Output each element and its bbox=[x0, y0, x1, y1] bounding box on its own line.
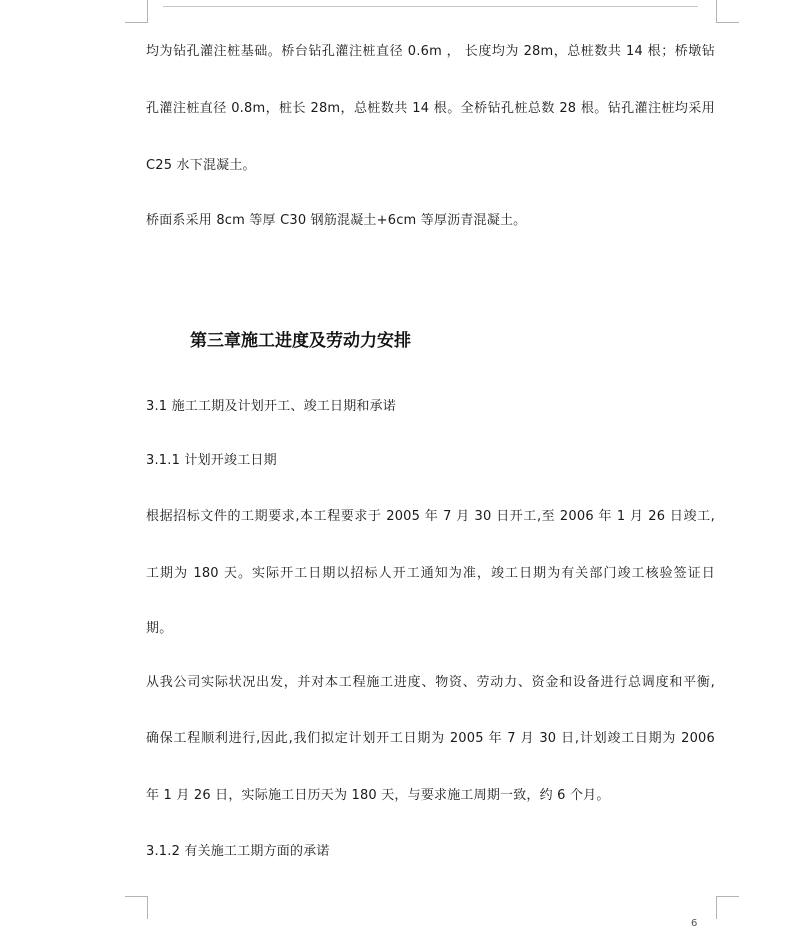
page-number: 6 bbox=[691, 918, 698, 929]
page-corner-mark-bottom-right bbox=[716, 896, 739, 919]
page-corner-mark-top-right bbox=[716, 0, 739, 23]
subsection-heading: 3.1.2 有关施工工期方面的承诺 bbox=[146, 844, 330, 859]
chapter-title: 第三章施工进度及劳动力安排 bbox=[190, 331, 411, 351]
section-heading: 3.1 施工工期及计划开工、竣工日期和承诺 bbox=[146, 399, 397, 414]
paragraph-line: 均为钻孔灌注桩基础。桥台钻孔灌注桩直径 0.6m ， 长度均为 28m，总桩数共 14 根；桥墩钻 bbox=[146, 44, 715, 59]
paragraph-line: 确保工程顺利进行,因此,我们拟定计划开工日期为 2005 年 7 月 30 日,计划竣工日期为 2006 bbox=[146, 731, 715, 746]
paragraph-line: 从我公司实际状况出发，并对本工程施工进度、物资、劳动力、资金和设备进行总调度和平衡, bbox=[146, 675, 715, 690]
page-corner-mark-bottom-left bbox=[125, 896, 148, 919]
page-top-rule bbox=[163, 6, 698, 7]
paragraph-line: 期。 bbox=[146, 621, 173, 636]
paragraph-line: 工期为 180 天。实际开工日期以招标人开工通知为准，竣工日期为有关部门竣工核验签证日 bbox=[146, 566, 715, 581]
page-corner-mark-top-left bbox=[125, 0, 148, 23]
paragraph-line: C25 水下混凝土。 bbox=[146, 158, 256, 173]
subsection-heading: 3.1.1 计划开竣工日期 bbox=[146, 453, 277, 468]
paragraph-line: 桥面系采用 8cm 等厚 C30 钢筋混凝土+6cm 等厚沥青混凝土。 bbox=[146, 213, 527, 228]
paragraph-line: 年 1 月 26 日，实际施工日历天为 180 天，与要求施工周期一致，约 6 个月。 bbox=[146, 788, 610, 803]
paragraph-line: 孔灌注桩直径 0.8m，桩长 28m，总桩数共 14 根。全桥钻孔桩总数 28 根。钻孔灌注桩均采用 bbox=[146, 101, 715, 116]
paragraph-line: 根据招标文件的工期要求,本工程要求于 2005 年 7 月 30 日开工,至 2006 年 1 月 26 日竣工, bbox=[146, 509, 715, 524]
